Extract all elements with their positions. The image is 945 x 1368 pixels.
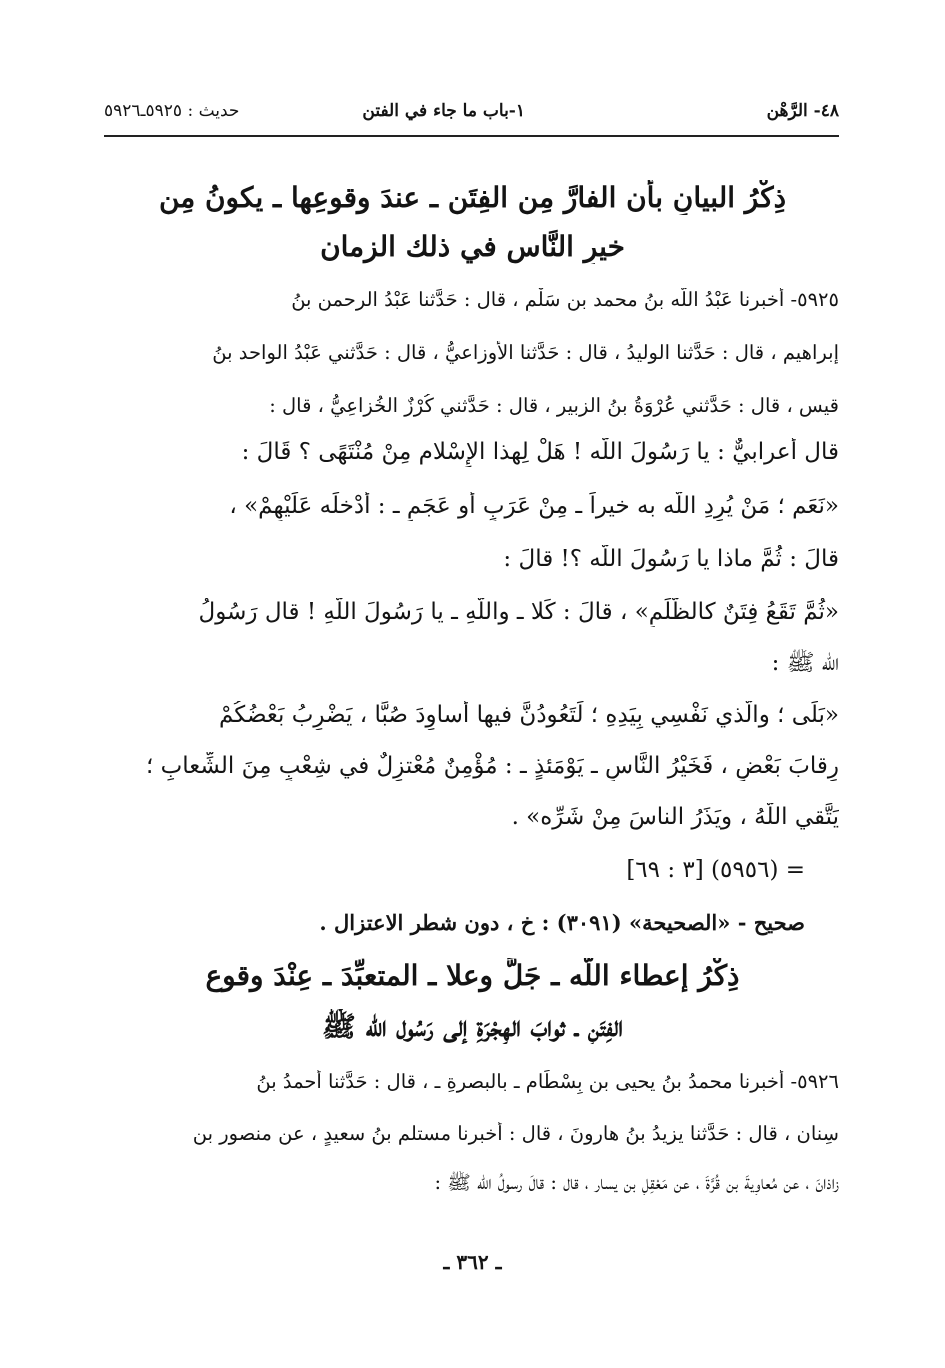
header-chapter-title: ١-باب ما جاء في الفتن [362, 101, 525, 121]
cross-reference: = (٥٩٥٦) [٣ : ٦٩] [626, 857, 805, 883]
hadith-text-line: «ثُمَّ تَقَعُ فِتَنٌ كالظُّلَمِ» ، قالَ : كَلا ـ واللّهِ ـ يا رَسُولَ اللّهِ ! قال رَسُولُ [198, 599, 839, 625]
isnad-line: ٥٩٢٥- أخبرنا عَبْدُ اللّه بنُ محمد بنِ سَلْمٍ ، قال : حَدَّثنا عَبْدُ الرحمن بنُ [291, 288, 839, 311]
section-title-line: الفِتَنِ ـ ثوابَ الهِجْرَةِ إلى رَسُول اللّه ﷺ [322, 1010, 623, 1043]
hadith-text-line: «بَلَى ؛ والَّذي نَفْسِي بِيَدِهِ ؛ لَتَعُودُنَّ فيها أساوِدَ صُبًّا ، يَضْرِبُ بَعْضُكُمْ [218, 702, 839, 728]
header-hadith-range: حديث : ٥٩٢٥ـ٥٩٢٦ [104, 101, 240, 121]
hadith-text-line: قال أعرابيٌّ : يا رَسُولَ اللّه ! هَلْ لِهذا الإِسْلام مِنْ مُنْتَهًى ؟ قَالَ : [241, 439, 839, 465]
section-title-line: خيرِ النَّاسِ في ذلك الزمان [320, 230, 625, 263]
header-book-title: ٤٨- الرَّهْن [766, 101, 839, 121]
section-title-line: ذِكْرُ البيانِ بأن الفارَّ مِن الفِتَنِ ـ عندَ وقوعِها ـ يكونُ مِن [158, 181, 787, 214]
isnad-line: ٥٩٢٦- أخبرنا محمدُ بنُ يحيى بن بِسْطَام ـ بالبصرةِ ـ ، قال : حَدَّثنا أحمدُ بنُ [256, 1070, 839, 1093]
isnad-line: قيس ، قال : حَدَّثني عُرْوَةُ بنُ الزبير ، قال : حَدَّثني كُرْزٌ الخُزاعِيُّ ، قال : [269, 394, 839, 417]
hadith-grade: صحيح - «الصحيحة» (٣٠٩١) : خ ، دون شطر الاعتزال . [319, 910, 805, 935]
isnad-line: زاذانَ ، عن مُعاوِيةَ بن قُرَّةَ ، عن مَعْقِلِ بن يسار ، قال : قالَ رسولُ اللّه ﷺ : [434, 1171, 839, 1194]
header-rule [104, 135, 839, 137]
hadith-text-line: يَتَّقي اللّهُ ، ويَذَرُ الناسَ مِنْ شَرِّه» . [511, 804, 839, 830]
page-number: ـ ٣٦٢ ـ [443, 1250, 502, 1274]
hadith-text-line: «نَعَم ؛ مَنْ يُرِدِ اللّه به خيراً ـ مِنْ عَرَبٍ أو عَجَمٍ ـ : أَدْخلَه عَلَيْهِمْ» ، [229, 493, 839, 519]
isnad-line: إبراهيم ، قال : حَدَّثنا الوليدُ ، قال : حَدَّثنا الأوزاعيُّ ، قال : حَدَّثني عَبْدُ الواحد بنُ [212, 341, 839, 364]
hadith-text-line: اللّه ﷺ : [771, 650, 839, 676]
hadith-text-line: قالَ : ثُمَّ ماذا يا رَسُولَ اللّه ؟! قالَ : [503, 546, 839, 572]
hadith-text-line: رِقابَ بَعْضٍ ، فَخَيْرُ النَّاسِ ـ يَوْمَئذٍ ـ : مُؤْمِنٌ مُعْتزِلٌ في شِعْبٍ مِنَ الشِّعابِ ؛ [146, 753, 839, 779]
section-title-line: ذِكْرُ إعطاء اللّه ـ جَلَّ وعلا ـ المتعبِّدَ ـ عِنْدَ وقوع [205, 959, 740, 992]
isnad-line: سِنان ، قال : حَدَّثنا يزيدُ بنُ هارونَ ، قال : أخبرنا مستلم بنُ سعيدٍ ، عن منصور بن [192, 1122, 839, 1145]
